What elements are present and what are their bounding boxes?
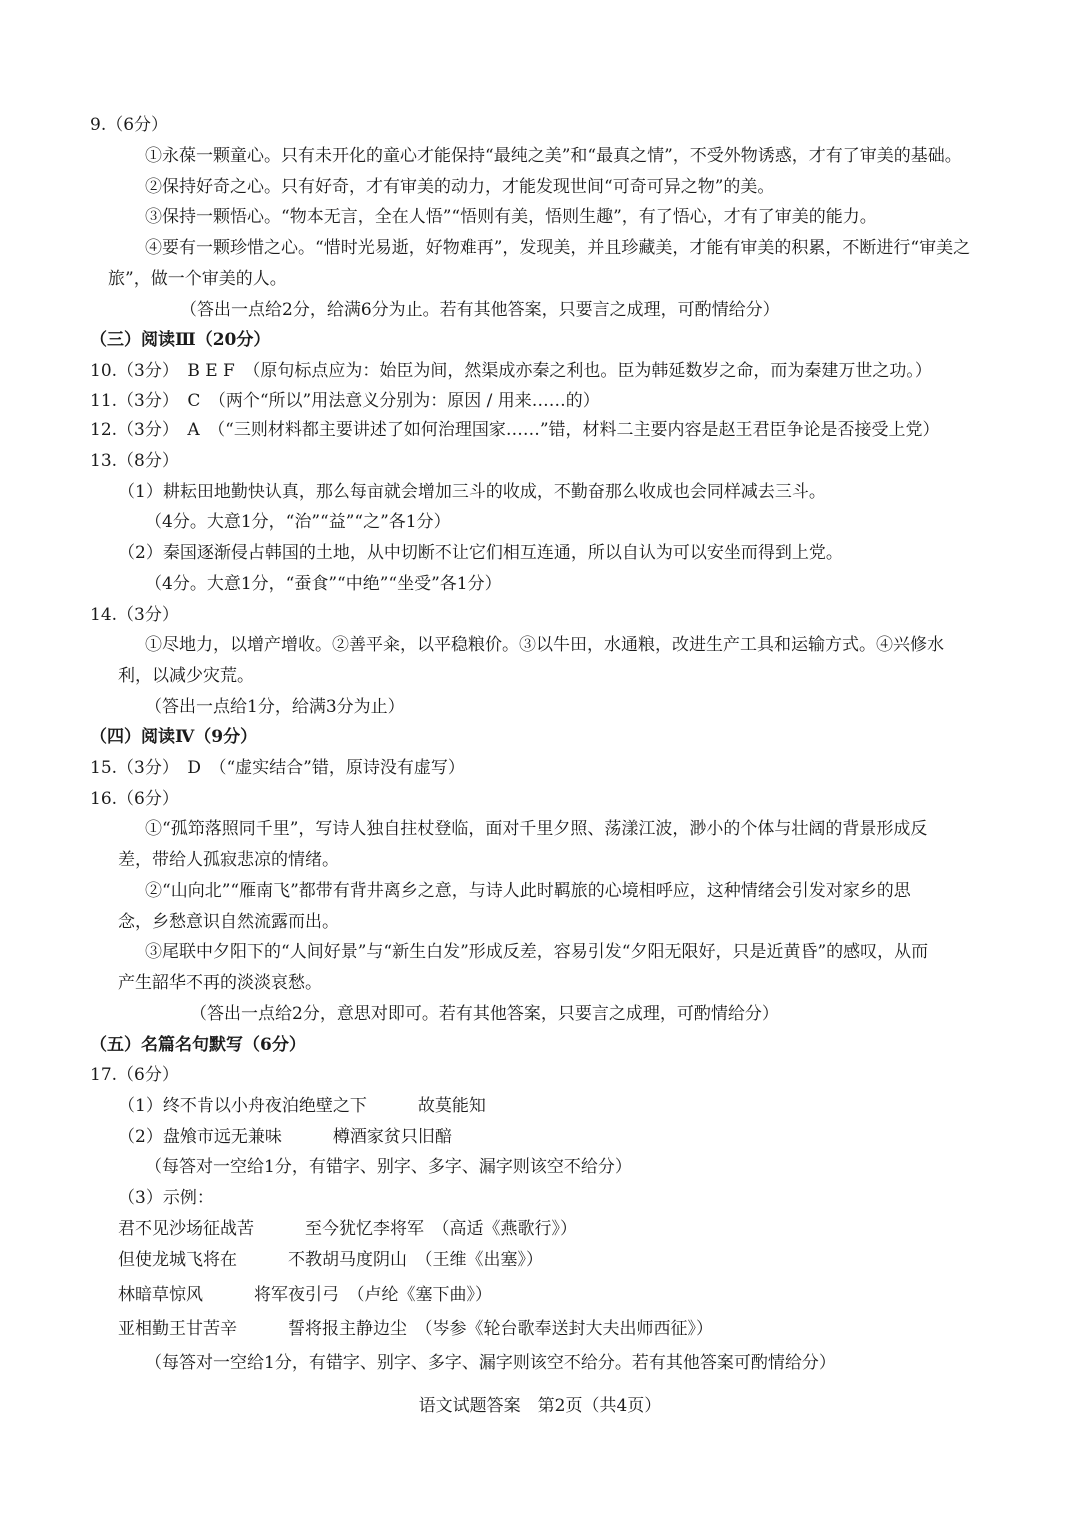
q16-heading: 16.（6分）: [90, 789, 179, 809]
page-footer: 语文试题答案 第2页（共4页）: [418, 1396, 662, 1416]
q17-example-1: 君不见沙场征战苦 至今犹忆李将军 （高适《燕歌行》）: [118, 1219, 577, 1239]
q16-point-2: ②“山向北”“雁南飞”都带有背井离乡之意，与诗人此时羁旅的心境相呼应，这种情绪会引发对家乡的思: [145, 881, 911, 901]
q16-point-3: ③尾联中夕阳下的“人间好景”与“新生白发”形成反差，容易引发“夕阳无限好，只是近黄昏”的感叹，从而: [145, 942, 929, 962]
q9-point-3: ③保持一颗悟心。“物本无言，全在人悟”“悟则有美，悟则生趣”，有了悟心，才有了审美的能力。: [145, 207, 877, 227]
q13-heading: 13.（8分）: [90, 451, 179, 471]
section-4-heading: （四）阅读Ⅳ（9分）: [90, 727, 258, 747]
q13-note-1: （4分。大意1分，“治”“益”“之”各1分）: [145, 512, 451, 532]
q13-answer-2: （2）秦国逐渐侵占韩国的土地，从中切断不让它们相互连通，所以自认为可以安坐而得到上党。: [118, 543, 843, 563]
q14-answer-cont: 利，以减少灾荒。: [118, 666, 254, 686]
section-5-heading: （五）名篇名句默写（6分）: [90, 1035, 306, 1055]
q16-scoring-note: （答出一点给2分，意思对即可。若有其他答案，只要言之成理，可酌情给分）: [190, 1004, 779, 1024]
q9-scoring-note: （答出一点给2分，给满6分为止。若有其他答案，只要言之成理，可酌情给分）: [180, 300, 780, 320]
q9-point-4: ④要有一颗珍惜之心。“惜时光易逝，好物难再”，发现美，并且珍藏美，才能有审美的积累，不断进行“审美之: [145, 238, 971, 258]
q16-point-1-cont: 差，带给人孤寂悲凉的情绪。: [118, 850, 339, 870]
q16-point-2-cont: 念，乡愁意识自然流露而出。: [118, 912, 339, 932]
q13-answer-1: （1）耕耘田地勤快认真，那么每亩就会增加三斗的收成，不勤奋那么收成也会同样减去三斗。: [118, 482, 826, 502]
q11-answer: 11.（3分） C （两个“所以”用法意义分别为：原因 / 用来……的）: [90, 391, 600, 411]
q16-point-3-cont: 产生韶华不再的淡淡哀愁。: [118, 973, 322, 993]
q14-answer: ①尽地力，以增产增收。②善平籴，以平稳粮价。③以牛田，水通粮，改进生产工具和运输方式。④兴修水: [145, 635, 944, 655]
q9-heading: 9.（6分）: [90, 115, 169, 135]
q17-example-2: 但使龙城飞将在 不教胡马度阴山 （王维《出塞》）: [118, 1250, 543, 1270]
q17-note-2: （每答对一空给1分，有错字、别字、多字、漏字则该空不给分。若有其他答案可酌情给分）: [145, 1353, 836, 1373]
section-3-heading: （三）阅读Ⅲ（20分）: [90, 330, 271, 350]
q17-heading: 17.（6分）: [90, 1065, 179, 1085]
q15-answer: 15.（3分） D （“虚实结合”错，原诗没有虚写）: [90, 758, 465, 778]
q13-note-2: （4分。大意1分，“蚕食”“中绝”“坐受”各1分）: [145, 574, 502, 594]
q9-point-4-cont: 旅”，做一个审美的人。: [108, 269, 287, 289]
q10-answer: 10.（3分） B E F （原句标点应为：始臣为间，然渠成亦秦之利也。臣为韩延数岁之命，而为秦建万世之功。）: [90, 361, 932, 381]
q16-point-1: ①“孤笻落照同千里”，写诗人独自拄杖登临，面对千里夕照、荡漾江波，渺小的个体与壮阔的背景形成反: [145, 819, 928, 839]
q14-heading: 14.（3分）: [90, 605, 179, 625]
q17-example-4: 亚相勤王甘苦辛 誓将报主静边尘 （岑参《轮台歌奉送封大夫出师西征》）: [118, 1319, 713, 1339]
q9-point-1: ①永葆一颗童心。只有未开化的童心才能保持“最纯之美”和“最真之情”，不受外物诱惑，才有了审美的基础。: [145, 146, 962, 166]
q17-note-1: （每答对一空给1分，有错字、别字、多字、漏字则该空不给分）: [145, 1157, 632, 1177]
q17-answer-2: （2）盘飧市远无兼味 樽酒家贫只旧醅: [118, 1127, 452, 1147]
q12-answer: 12.（3分） A （“三则材料都主要讲述了如何治理国家……”错，材料二主要内容是赵王君臣争论是否接受上党）: [90, 420, 940, 440]
q9-point-2: ②保持好奇之心。只有好奇，才有审美的动力，才能发现世间“可奇可异之物”的美。: [145, 177, 775, 197]
q14-scoring-note: （答出一点给1分，给满3分为止）: [145, 697, 405, 717]
q17-example-3: 林暗草惊风 将军夜引弓 （卢纶《塞下曲》）: [118, 1285, 492, 1305]
q17-answer-3-label: （3）示例：: [118, 1188, 214, 1208]
q17-answer-1: （1）终不肯以小舟夜泊绝壁之下 故莫能知: [118, 1096, 486, 1116]
